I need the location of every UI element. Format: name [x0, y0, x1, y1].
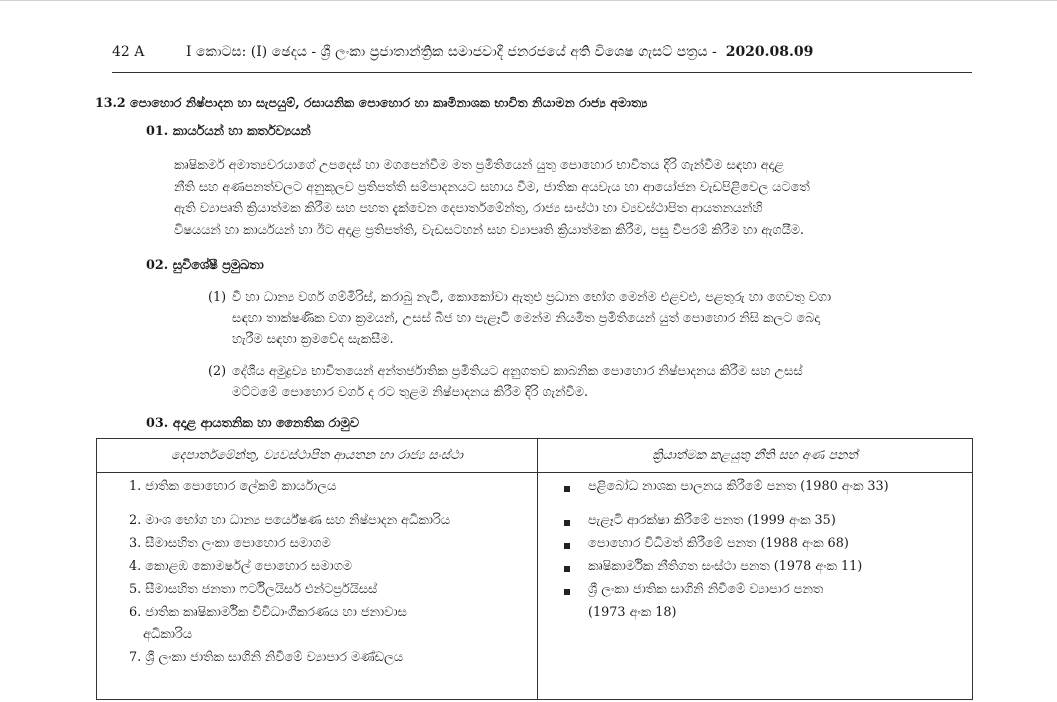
list-item [588, 513, 836, 528]
list-item: 1. ජාතික පොහොර ලේකම් කාර්යාලය [129, 479, 337, 494]
column-header-institutions: දෙපාර්තමේන්තු, ව්‍යවස්ථාපිත ආයතන හා රාජ්‍ය සංස්ථා [97, 439, 538, 473]
priority-line: සඳහා තාක්ෂණික වගා ක්‍රමයන්, උසස් බීජ හා පැළෑටි මෙන්ම නියමිත ප්‍රමිතියෙන් යුත් පොහොර නිසි කලට බෙදා [232, 311, 820, 326]
list-item: 3. සීමාසහිත ලංකා පොහොර සමාගම [129, 536, 331, 551]
duties-line: විෂයයන් හා කාර්යයන් හා ඊට අදාළ ප්‍රතිපත්ති, වැඩසටහන් සහ ව්‍යාපෘති ක්‍රියාත්මක කිරීම, පසු විපරම් කිරීම හා ඇගයීම. [174, 222, 804, 238]
law-text: කෘෂිකාර්මික නීතිගත සංස්ථා පනත (1978 අංක 11) [588, 559, 863, 574]
list-item-continuation: අධිකාරිය [143, 627, 192, 642]
list-item [588, 479, 889, 494]
priority-number: (1) [208, 290, 227, 305]
priority-item [208, 287, 978, 353]
table-row [97, 473, 973, 700]
framework-heading: 03. අදාළ ආයතනික හා නෛතික රාමුව [146, 416, 359, 431]
priority-line: දේශීය අමුද්‍රව්‍ය භාවිතයෙන් අන්තර්ජාතික ප්‍රමිතියට අනුගතව කාබනික පොහොර නිෂ්පාදනය කිරීම සහ උසස් [232, 364, 803, 379]
law-text: පළිබෝධ නාශක පාලනය කිරීමේ පනත (1980 අංක 33) [588, 479, 889, 494]
list-item: 7. ශ්‍රී ලංකා ජාතික සාගිනි නිවීමේ ව්‍යාපාර මණ්ඩලය [129, 650, 403, 665]
gazette-date: 2020.08.09 [725, 44, 814, 60]
list-item: 2. මාංශ භෝග හා ධාන්‍ය පර්යේෂණ සහ නිෂ්පාදන අධිකාරිය [129, 513, 450, 528]
list-item [588, 536, 849, 551]
bullet-icon [564, 589, 570, 595]
gazette-title-text: I කොටස: (I) ඡෙදය - ශ්‍රී ලංකා ප්‍රජාතාන්ත්‍රික සමාජවාදී ජනරජයේ අති විශෙෂ ගැසට් පත්‍රය - [186, 44, 717, 60]
priority-item [208, 361, 978, 405]
table-header-row [97, 439, 973, 473]
law-text: පැළෑටි ආරක්ෂා කිරීමේ පනත (1999 අංක 35) [588, 513, 836, 528]
section-title: 13.2 පොහොර නිෂ්පාදන හා සැපයුම්, රසායනික පොහොර හා කෘමිනාශක භාවිත නියාමන රාජ්‍ය අමාත්‍ය [95, 95, 648, 110]
list-item: 6. ජාතික කෘෂිකාර්මික විවිධාංගීකරණය හා ජනාවාස [129, 605, 407, 620]
bullet-icon [564, 520, 570, 526]
list-item [588, 582, 823, 597]
bullet-icon [564, 543, 570, 549]
list-item [588, 559, 862, 574]
institutions-cell [97, 473, 538, 700]
priority-number: (2) [208, 364, 227, 379]
bullet-icon [564, 566, 570, 572]
duties-line: නීති සහ අණපනත්වලට අනුකූලව ප්‍රතිපත්ති සම්පාදනයට සහාය වීම, ජාතික අයවැය හා ආයෝජන වැඩපිළිවෙල යටතේ [174, 179, 810, 195]
top-border [0, 0, 1057, 1]
column-header-laws: ක්‍රියාත්මක කළයුතු නීති සහ අණ පනත් [538, 439, 973, 473]
laws-cell [538, 473, 973, 700]
duties-line: ඇති ව්‍යාපෘති ක්‍රියාත්මක කිරීම සහ පහත දැක්වෙන දෙපාර්තමේන්තු, රාජ්‍ය සංස්ථා හා ව්‍යවස්ථාපිත ආයතනයන්හි [174, 201, 763, 216]
priority-line: මට්ටමේ පොහොර වර්ග ද රට තුළම නිෂ්පාදනය කිරීම දිරි ගැන්වීම. [232, 385, 589, 400]
priority-line: හැරීම සඳහා ක්‍රමවේද සැකසීම. [232, 332, 394, 347]
bullet-icon [564, 486, 570, 492]
law-text: පොහොර විධිමත් කිරීමේ පනත (1988 අංක 68) [588, 536, 849, 551]
priority-line: වී හා ධාන්‍ය වර්ග ගම්මිරිස්, කරාබු නැටි, කොකෝවා ඇතුළු ප්‍රධාන භෝග මෙන්ම එළවළු, පළතුරු හා ගෙවතු වගා [232, 290, 832, 305]
list-item: 4. කොළඹ කොමර්ෂල් පොහොර සමාගම [129, 559, 352, 574]
duties-heading: 01. කාර්යයන් හා කර්තව්‍යයන් [146, 124, 311, 139]
law-text: ශ්‍රී ලංකා ජාතික සාගිනි නිවීමේ ව්‍යාපාර පනත [588, 582, 824, 597]
duties-line: කෘෂිකර්ම අමාත්‍යවරයාගේ උපදෙස් හා මගපෙන්වීම මත ප්‍රමිතියෙන් යුතු පොහොර භාවිතය දිරි ගැන්වීම සඳහා අදාළ [174, 158, 784, 173]
priorities-heading: 02. සුවිශේෂී ප්‍රමුඛතා [146, 258, 264, 273]
priority-text [232, 361, 803, 403]
header-rule [112, 72, 972, 73]
institution-law-table [96, 438, 973, 700]
gazette-title [186, 44, 813, 60]
page-number: 42 A [112, 44, 145, 60]
list-item-continuation: (1973 අංක 18) [588, 605, 677, 620]
priority-text [232, 287, 831, 350]
list-item: 5. සීමාසහිත ජනතා ෆර්ටිලයිසර් එන්ටර්ප්‍රයිසස් [129, 582, 378, 597]
duties-paragraph [174, 155, 974, 241]
